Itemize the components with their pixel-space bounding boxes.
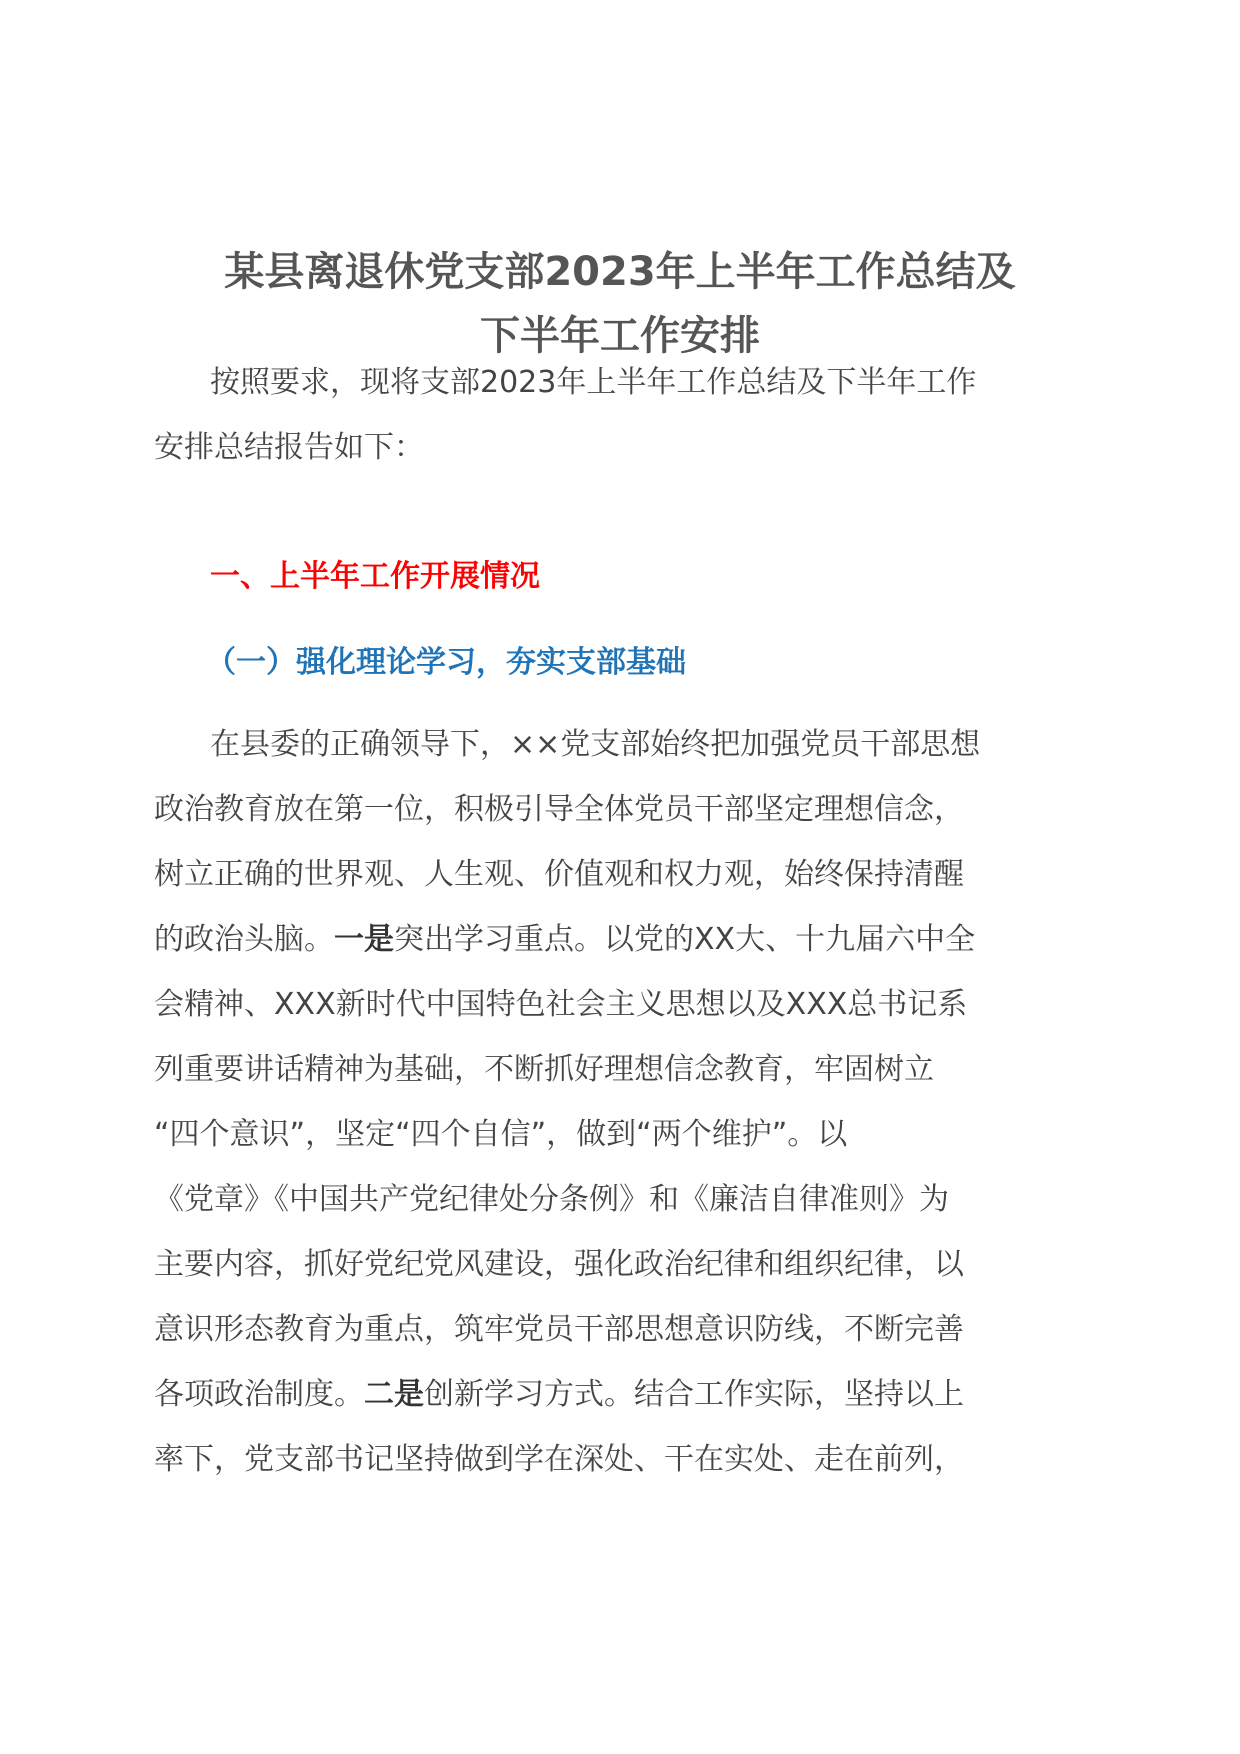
body-paragraph (154, 712, 1086, 1492)
body-line: 主要内容，抓好党纪党风建设，强化政治纪律和组织纪律，以 (154, 1247, 964, 1282)
body-line (154, 907, 1086, 972)
body-line (154, 1362, 1086, 1427)
intro-paragraph (154, 350, 1086, 480)
document-title (140, 240, 1100, 368)
body-line: 率下，党支部书记坚持做到学在深处、干在实处、走在前列， (154, 1442, 964, 1477)
body-line: 会精神、XXX新时代中国特色社会主义思想以及XXX总书记系 (154, 987, 968, 1022)
body-line: 《党章》《中国共产党纪律处分条例》和《廉洁自律准则》为 (154, 1182, 949, 1217)
bold-keyword-er: 二是 (364, 1377, 424, 1412)
title-line-1: 某县离退休党支部2023年上半年工作总结及 (224, 249, 1016, 295)
body-line: 意识形态教育为重点，筑牢党员干部思想意识防线，不断完善 (154, 1312, 964, 1347)
body-text: 创新学习方式。结合工作实际，坚持以上 (424, 1377, 964, 1412)
body-line: “四个意识”，坚定“四个自信”，做到“两个维护”。以 (154, 1117, 848, 1152)
intro-line-1: 按照要求，现将支部2023年上半年工作总结及下半年工作 (210, 365, 977, 400)
body-text: 各项政治制度。 (154, 1377, 364, 1412)
intro-line-2: 安排总结报告如下： (154, 430, 424, 465)
body-line: 树立正确的世界观、人生观、价值观和权力观，始终保持清醒 (154, 857, 964, 892)
body-line: 在县委的正确领导下，××党支部始终把加强党员干部思想 (210, 727, 981, 762)
section-heading: 一、上半年工作开展情况 (210, 559, 540, 594)
body-line: 列重要讲话精神为基础，不断抓好理想信念教育，牢固树立 (154, 1052, 934, 1087)
body-line: 政治教育放在第一位，积极引导全体党员干部坚定理想信念， (154, 792, 964, 827)
body-text: 突出学习重点。以党的XX大、十九届六中全 (394, 922, 976, 957)
bold-keyword-yi: 一是 (334, 922, 394, 957)
body-text: 的政治头脑。 (154, 922, 334, 957)
subsection-heading: （一）强化理论学习，夯实支部基础 (206, 645, 686, 680)
title-line-2: 下半年工作安排 (480, 313, 760, 359)
